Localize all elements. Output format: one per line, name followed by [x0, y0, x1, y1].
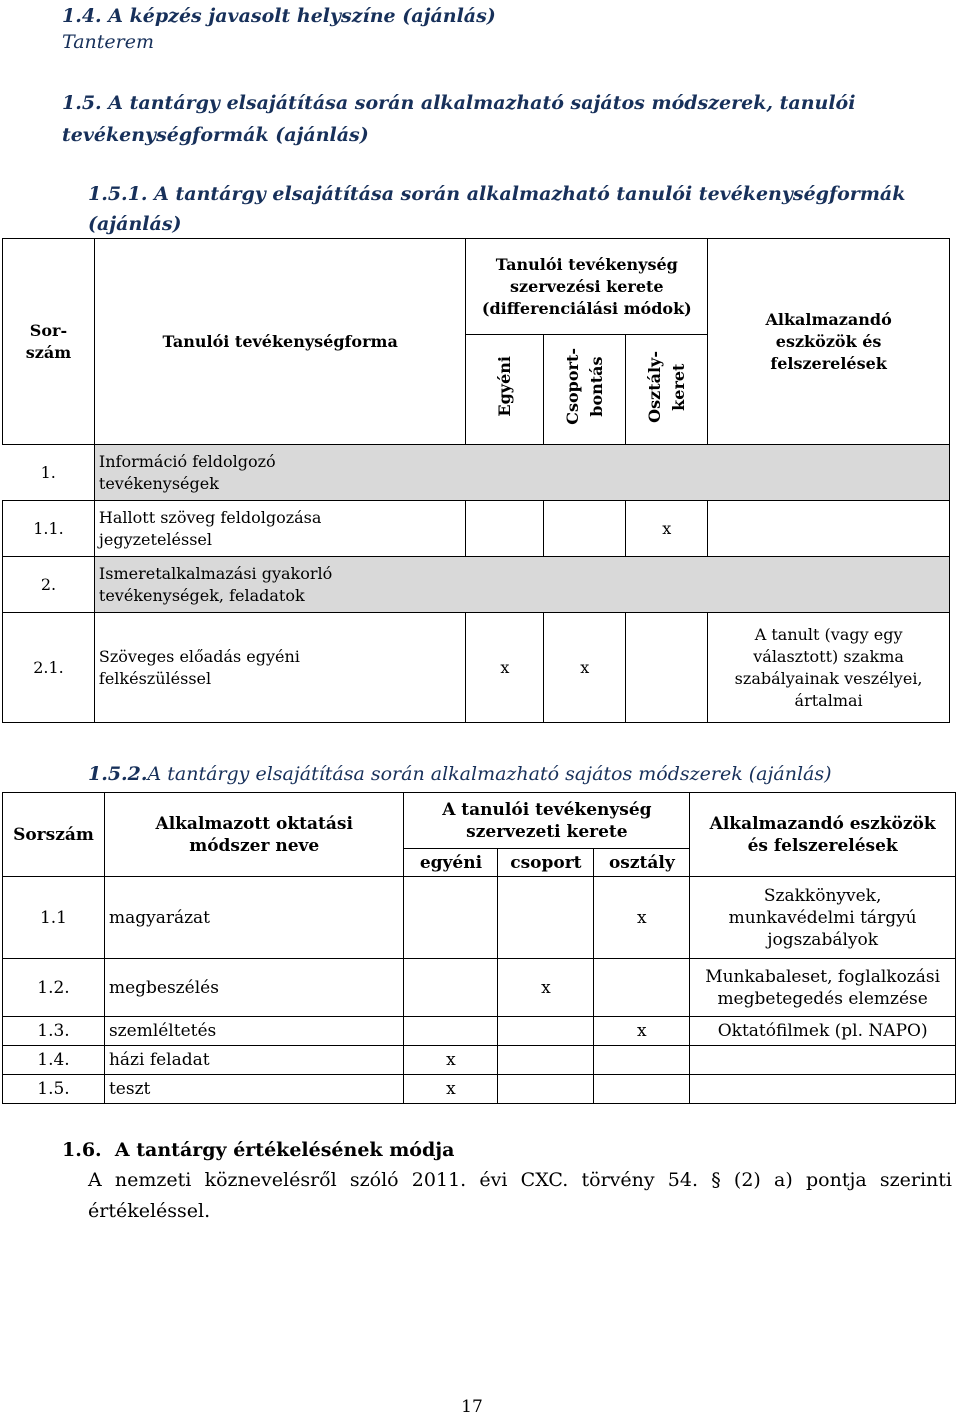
header-eszkoz: Alkalmazandó eszközök és felszerelések	[690, 793, 956, 877]
row-eszkoz: Munkabaleset, foglalkozási megbetegedés elemzése	[690, 959, 956, 1017]
row-num: 1.1.	[3, 501, 95, 557]
row-name: házi feladat	[104, 1046, 404, 1075]
row-text: Szöveges előadás egyéni felkészüléssel	[94, 613, 466, 723]
activity-forms-table	[2, 238, 950, 723]
row-name: szemléltetés	[104, 1017, 404, 1046]
row-num: 2.1.	[3, 613, 95, 723]
header-eszkoz: Alkalmazandó eszközök és felszerelések	[708, 239, 950, 445]
section-1-5-1-heading-line1: 1.5.1. A tantárgy elsajátítása során alkalmazható tanulói tevékenységformák	[88, 183, 906, 205]
row-name: teszt	[104, 1075, 404, 1104]
row-name: megbeszélés	[104, 959, 404, 1017]
row-eszkoz: Szakkönyvek, munkavédelmi tárgyú jogszabályok	[690, 877, 956, 959]
table-row	[3, 877, 956, 959]
mark-osztaly: x	[626, 501, 708, 557]
table-row	[3, 1046, 956, 1075]
section-1-5-heading-line2: tevékenységformák (ajánlás)	[62, 124, 369, 146]
header-group: Tanulói tevékenység szervezési kerete (differenciálási módok)	[466, 239, 708, 335]
row-num: 1.3.	[3, 1017, 105, 1046]
row-text: Ismeretalkalmazási gyakorló tevékenységek, feladatok	[94, 557, 949, 613]
mark-osztaly: x	[594, 877, 690, 959]
row-text: Információ feldolgozó tevékenységek	[94, 445, 949, 501]
row-eszkoz: A tanult (vagy egy választott) szakma szabályainak veszélyei, ártalmai	[708, 613, 950, 723]
section-1-4-place: Tanterem	[62, 31, 154, 53]
row-num: 1.2.	[3, 959, 105, 1017]
header-osztaly: Osztály- keret	[626, 335, 708, 445]
header-forma: Tanulói tevékenységforma	[94, 239, 466, 445]
table-row	[3, 501, 950, 557]
mark-csoport: x	[544, 613, 626, 723]
header-egyeni: egyéni	[404, 849, 498, 877]
section-1-6-line1: A nemzeti köznevelésről szóló 2011. évi CXC. törvény 54. § (2) a) pontja szerinti	[88, 1169, 952, 1191]
mark-osztaly: x	[594, 1017, 690, 1046]
row-num: 1.5.	[3, 1075, 105, 1104]
row-num: 2.	[3, 557, 95, 613]
section-1-4-heading: 1.4. A képzés javasolt helyszíne (ajánlás)	[62, 5, 496, 27]
methods-table	[2, 792, 956, 1104]
header-osztaly: osztály	[594, 849, 690, 877]
mark-egyeni: x	[466, 613, 544, 723]
mark-egyeni: x	[404, 1075, 498, 1104]
mark-egyeni: x	[404, 1046, 498, 1075]
mark-csoport: x	[498, 959, 594, 1017]
section-1-6-line2: értékeléssel.	[88, 1200, 211, 1222]
table-row	[3, 959, 956, 1017]
table-row	[3, 557, 950, 613]
table-row	[3, 445, 950, 501]
row-eszkoz: Oktatófilmek (pl. NAPO)	[690, 1017, 956, 1046]
table-row	[3, 1017, 956, 1046]
header-csoport: csoport	[498, 849, 594, 877]
header-sorszam: Sorszám	[3, 793, 105, 877]
row-name: magyarázat	[104, 877, 404, 959]
section-1-5-1-heading-line2: (ajánlás)	[88, 213, 182, 235]
header-group: A tanulói tevékenység szervezeti kerete	[404, 793, 690, 849]
header-csoport: Csoport- bontás	[544, 335, 626, 445]
header-sorszam: Sor- szám	[3, 239, 95, 445]
row-num: 1.1	[3, 877, 105, 959]
section-1-6-heading: 1.6. A tantárgy értékelésének módja	[62, 1139, 455, 1161]
row-text: Hallott szöveg feldolgozása jegyzeteléssel	[94, 501, 466, 557]
table-row	[3, 613, 950, 723]
section-1-5-2-heading: 1.5.2.A tantárgy elsajátítása során alkalmazható sajátos módszerek (ajánlás)	[88, 763, 832, 785]
header-egyeni: Egyéni	[466, 335, 544, 445]
header-modszer: Alkalmazott oktatási módszer neve	[104, 793, 404, 877]
page-number: 17	[461, 1397, 483, 1417]
row-num: 1.	[40, 462, 56, 482]
section-1-5-heading-line1: 1.5. A tantárgy elsajátítása során alkalmazható sajátos módszerek, tanulói	[62, 92, 856, 114]
table-row	[3, 1075, 956, 1104]
row-num: 1.4.	[3, 1046, 105, 1075]
